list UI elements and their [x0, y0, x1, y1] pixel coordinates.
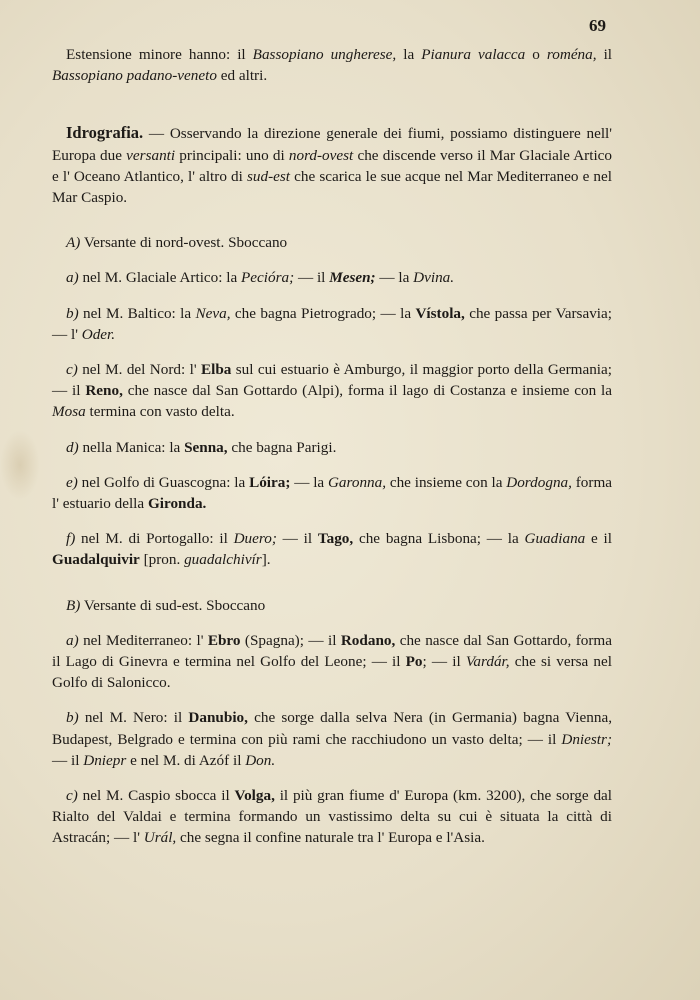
section-b-heading: B) Versante di sud-est. Sboccano: [66, 596, 266, 614]
item-a-a: a) nel M. Glaciale Artico: la Pecióra; — il Mesen; — la Dvina.: [66, 269, 455, 287]
item-b-a: a) nel Mediterraneo: l' Ebro (Spagna); — il Rodano, che nasce dal San Gottardo, forma il Lago di Ginevra e termina nel Golfo del Leone; — il Po; — il Vardár, che si versa nel Golfo di Salonicco.: [52, 631, 612, 692]
item-a-c: c) nel M. del Nord: l' Elba sul cui estuario è Amburgo, il maggior porto della Germania; — il Reno, che nasce dal San Gottardo (Alpi), forma il lago di Costanza e insieme con la Mosa termina con vasto delta.: [52, 361, 612, 421]
section-a-heading: A) Versante di nord-ovest. Sboccano: [66, 234, 288, 252]
item-b-c: c) nel M. Caspio sbocca il Volga, il più gran fiume d' Europa (km. 3200), che sorge dal Rialto del Valdai e termina formando un vastissimo delta su cui è situata la città di Astracán; — l' Urál, che segna il confine naturale tra l' Europa e l'Asia.: [52, 787, 612, 847]
section-heading: Idrografia.: [66, 123, 144, 143]
page-stain: [0, 430, 40, 500]
item-a-f: f) nel M. di Portogallo: il Duero; — il Tago, che bagna Lisbona; — la Guadiana e il Guadalquivir [pron. guadalchivír].: [52, 530, 612, 569]
intro-paragraph: Estensione minore hanno: il Bassopiano ungherese, la Pianura valacca o roména, il Bassopiano padano-veneto ed altri.: [52, 46, 613, 85]
page-body: [52, 44, 612, 849]
item-a-d: d) nella Manica: la Senna, che bagna Parigi.: [66, 438, 337, 456]
item-b-b: b) nel M. Nero: il Danubio, che sorge dalla selva Nera (in Germania) bagna Vienna, Budapest, Belgrado e termina con più rami che racchiudono un vasto delta; — il Dniestr; — il Dniepr e nel M. di Azóf il Don.: [52, 709, 612, 769]
idrografia-paragraph: Idrografia. — Osservando la direzione generale dei fiumi, possiamo distinguere nell' Europa due versanti principali: uno di nord-ovest che discende verso il Mar Glaciale Artico e l' Oceano Atlantico, l' altro di sud-est che scarica le sue acque nel Mar Mediterraneo e nel Mar Caspio.: [52, 123, 612, 207]
item-a-b: b) nel M. Baltico: la Neva, che bagna Pietrogrado; — la Vístola, che passa per Varsavia; — l' Oder.: [52, 304, 612, 343]
page-number: 69: [589, 16, 606, 35]
item-a-e: e) nel Golfo di Guascogna: la Lóira; — la Garonna, che insieme con la Dordogna, forma l' estuario della Gironda.: [52, 473, 612, 513]
